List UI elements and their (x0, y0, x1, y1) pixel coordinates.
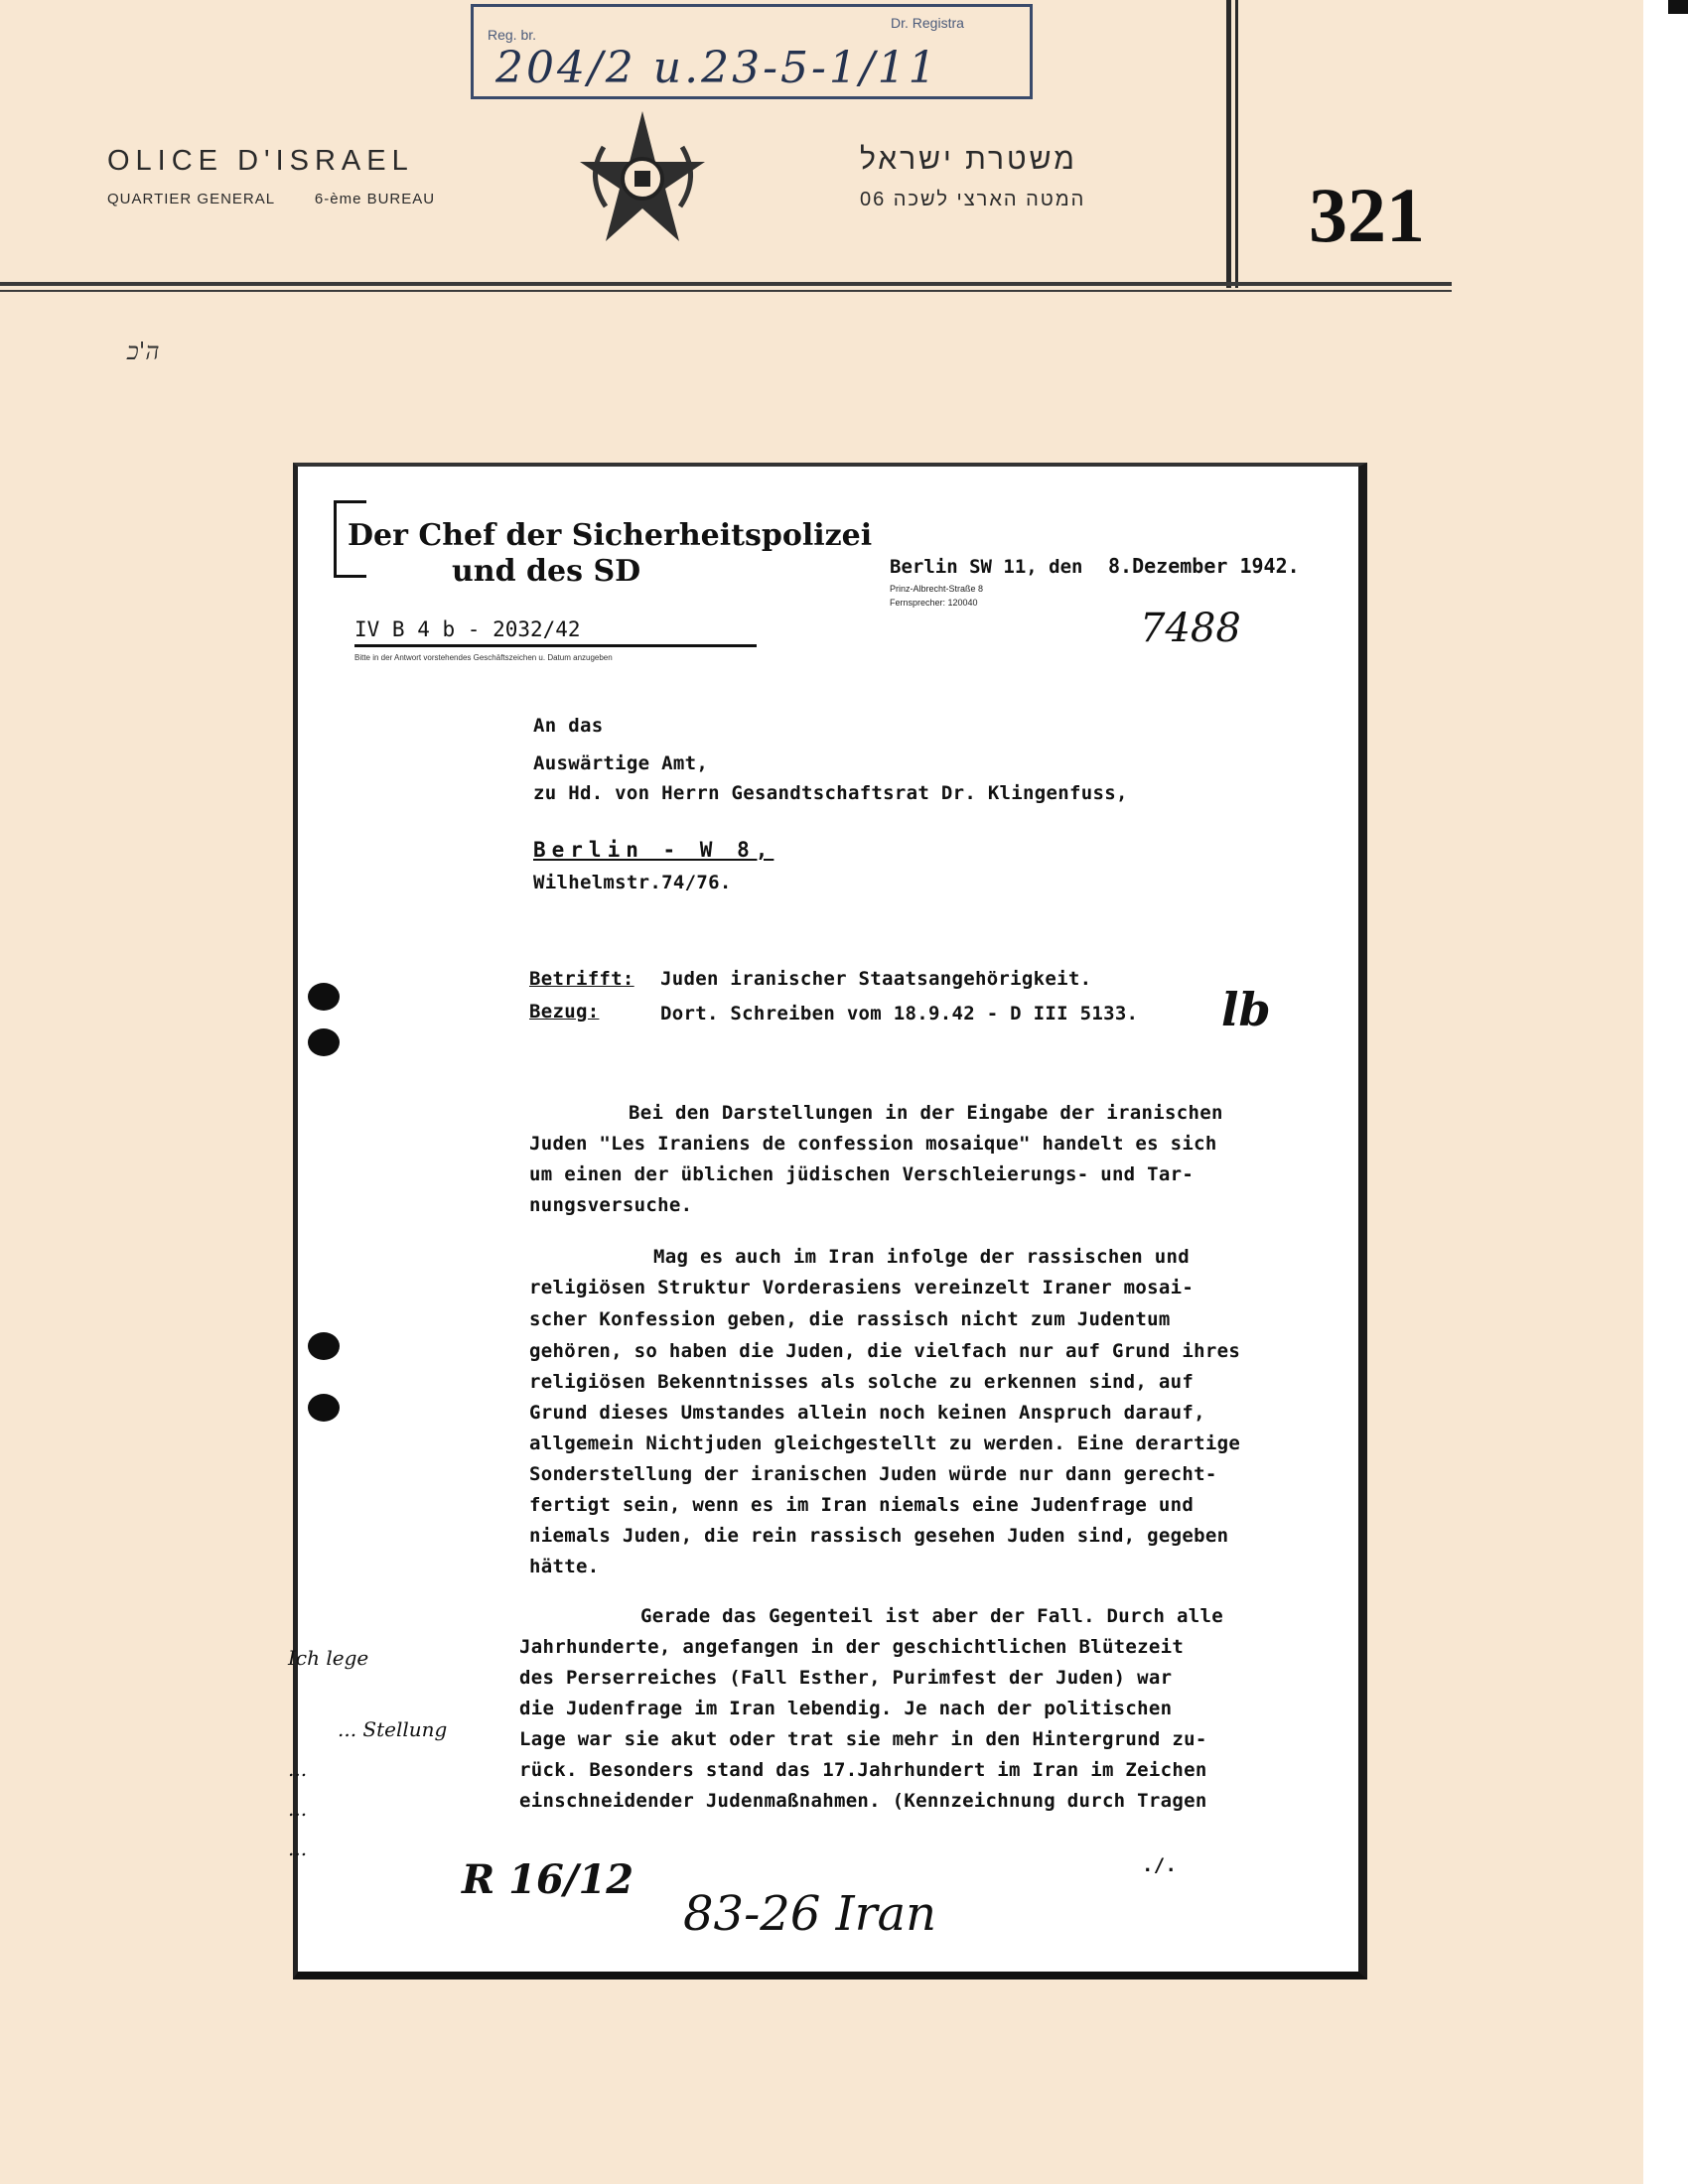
bottom-handwriting: 83-26 Iran (683, 1886, 937, 1942)
recipient-street: Wilhelmstr.74/76. (533, 872, 732, 893)
sender-line-1: Der Chef der Sicherheitspolizei (348, 518, 873, 553)
letterhead-rule-2 (0, 290, 1452, 292)
letterhead-divider-2 (1235, 0, 1238, 288)
margin-note-line: ... (288, 1757, 308, 1781)
file-reference: IV B 4 b - 2032/42 (354, 617, 757, 647)
letterhead-hq: QUARTIER GENERAL (107, 191, 275, 207)
body-line: die Judenfrage im Iran lebendig. Je nach der politischen (519, 1698, 1173, 1719)
body-line: nungsversuche. (529, 1194, 693, 1216)
sender-heading (348, 518, 872, 590)
letterhead-sub-fr (107, 191, 435, 207)
punch-hole (308, 1332, 340, 1360)
body-line: hätte. (529, 1556, 600, 1577)
body-line: um einen der üblichen jüdischen Verschleierungs- und Tar- (529, 1163, 1195, 1185)
body-line: rück. Besonders stand das 17.Jahrhundert im Iran im Zeichen (519, 1759, 1207, 1781)
letterhead-rule (0, 282, 1452, 286)
letter-date: 8.Dezember 1942. (1108, 554, 1300, 578)
body-line: Grund dieses Umstandes allein noch keinen Anspruch darauf, (529, 1402, 1205, 1424)
body-line: des Perserreiches (Fall Esther, Purimfest der Juden) war (519, 1667, 1173, 1689)
margin-note-line: ... Stellung (338, 1717, 448, 1741)
body-line: religiösen Struktur Vorderasiens vereinzelt Iraner mosai- (529, 1277, 1195, 1298)
body-line: Bei den Darstellungen in der Eingabe der iranischen (629, 1102, 1223, 1124)
handwritten-initials: lb (1221, 983, 1271, 1036)
continuation-mark: ./. (1142, 1854, 1178, 1876)
body-line: gehören, so haben die Juden, die vielfach nur auf Grund ihres (529, 1340, 1241, 1362)
recipient-city: Berlin - W 8, (533, 838, 774, 862)
reference-note: Bitte in der Antwort vorstehendes Geschäftszeichen u. Datum anzugeben (354, 653, 613, 662)
subject-text: Juden iranischer Staatsangehörigkeit. (660, 968, 1092, 990)
police-emblem-icon (576, 107, 710, 251)
recipient-line-3: zu Hd. von Herrn Gesandtschaftsrat Dr. Klingenfuss, (533, 782, 1128, 804)
letter-photocopy (288, 463, 1367, 1979)
margin-hebrew-mark: ה'כ (127, 338, 160, 365)
recipient-line-2: Auswärtige Amt, (533, 752, 709, 774)
body-line: scher Konfession geben, die rassisch nicht zum Judentum (529, 1308, 1171, 1330)
reference-label: Bezug: (529, 1001, 600, 1023)
page-number: 321 (1309, 172, 1425, 258)
punch-hole (308, 1394, 340, 1422)
registration-stamp (471, 4, 1033, 99)
reference-text: Dort. Schreiben vom 18.9.42 - D III 5133. (660, 1003, 1139, 1024)
margin-note-line: Ich lege (288, 1646, 369, 1670)
punch-hole (308, 1028, 340, 1056)
body-line: Gerade das Gegenteil ist aber der Fall. Durch alle (640, 1605, 1223, 1627)
body-line: Mag es auch im Iran infolge der rassischen und (653, 1246, 1190, 1268)
address-line: Prinz-Albrecht-Straße 8 Fernsprecher: 120040 (890, 584, 984, 608)
stamp-label-right: Dr. Registra (891, 15, 964, 31)
scan-edge-mark (1668, 0, 1688, 14)
letterhead-org-he: משטרת ישראל (860, 143, 1077, 176)
body-line: Sonderstellung der iranischen Juden würde nur dann gerecht- (529, 1463, 1217, 1485)
letterhead-divider (1226, 0, 1231, 288)
letterhead-sub-he: המטה הארצי לשכה 06 (860, 189, 1086, 210)
handwritten-number: 7488 (1140, 606, 1241, 651)
letterhead-org-fr: OLICE D'ISRAEL (107, 145, 414, 177)
stamp-label-left: Reg. br. (488, 27, 537, 43)
body-line: allgemein Nichtjuden gleichgestellt zu werden. Eine derartige (529, 1433, 1241, 1454)
signature: R 16/12 (462, 1856, 634, 1903)
margin-note-line: ... (288, 1837, 308, 1860)
body-line: religiösen Bekenntnisses als solche zu erkennen sind, auf (529, 1371, 1195, 1393)
sender-line-2: und des SD (452, 554, 641, 589)
scan-margin (1643, 0, 1688, 2184)
punch-hole (308, 983, 340, 1011)
stamp-handwriting: 204/2 u.23-5-1/11 (495, 43, 939, 93)
body-line: einschneidender Judenmaßnahmen. (Kennzeichnung durch Tragen (519, 1790, 1207, 1812)
place-line: Berlin SW 11, den (890, 556, 1083, 578)
body-line: Jahrhunderte, angefangen in der geschichtlichen Blütezeit (519, 1636, 1185, 1658)
margin-note-line: ... (288, 1797, 308, 1821)
subject-label: Betrifft: (529, 968, 634, 990)
letterhead-bureau: 6-ème BUREAU (314, 191, 436, 207)
recipient-line-1: An das (533, 715, 604, 737)
body-line: Lage war sie akut oder trat sie mehr in den Hintergrund zu- (519, 1728, 1207, 1750)
body-line: fertigt sein, wenn es im Iran niemals eine Judenfrage und (529, 1494, 1195, 1516)
body-line: Juden "Les Iraniens de confession mosaique" handelt es sich (529, 1133, 1217, 1155)
body-line: niemals Juden, die rein rassisch gesehen Juden sind, gegeben (529, 1525, 1229, 1547)
